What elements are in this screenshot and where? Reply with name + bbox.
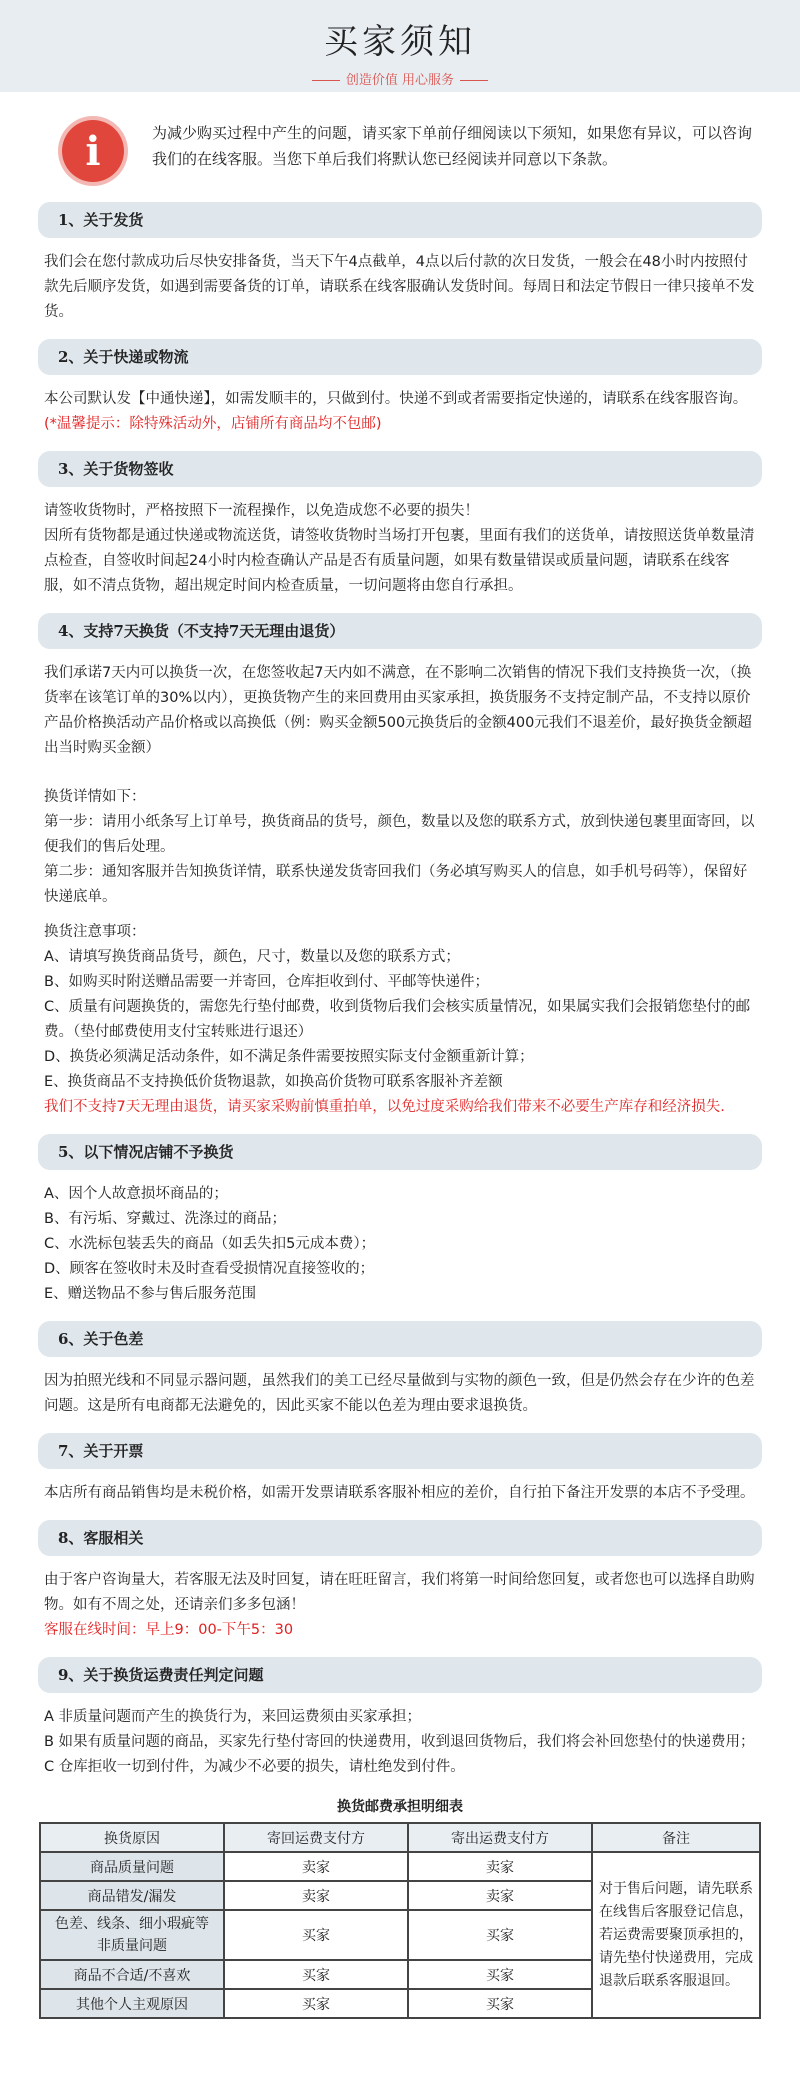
list-item: C、水洗标包装丢失的商品（如丢失扣5元成本费）； (44, 1236, 376, 1252)
note-item: B、如购买时附送赠品需要一并寄回，仓库拒收到付、平邮等快递件； (44, 974, 489, 990)
column-header: 寄回运费支付方 (224, 1823, 408, 1852)
section-logistics (0, 339, 800, 437)
list-item: B 如果有质量问题的商品，买家先行垫付寄回的快递费用，收到退回货物后，我们将会补回您垫付的快递费用； (44, 1734, 755, 1750)
section-freight-responsibility (0, 1657, 800, 1780)
section-title: 6、关于色差 (38, 1321, 762, 1357)
list-item: A 非质量问题而产生的换货行为，来回运费须由买家承担； (44, 1709, 422, 1725)
list-item: B、有污垢、穿戴过、洗涤过的商品； (44, 1211, 286, 1227)
section-text (44, 387, 756, 437)
logistics-text: 本公司默认发【中通快递】，如需发顺丰的，只做到付。快递不到或者需要指定快递的，请联系在线客服咨询。 (44, 391, 748, 407)
column-header: 备注 (592, 1823, 760, 1852)
table-cell: 卖家 (408, 1852, 592, 1881)
note-item: E、换货商品不支持换低价货物退款，如换高价货物可联系客服补齐差额 (44, 1074, 503, 1090)
table-cell: 买家 (408, 1989, 592, 2018)
section-receipt (0, 451, 800, 599)
warning-text: 我们不支持7天无理由退货，请买家采购前慎重拍单，以免过度采购给我们带来不必要生产库存和经济损失. (44, 1099, 725, 1115)
table-cell: 买家 (224, 1910, 408, 1960)
page-header (0, 0, 800, 92)
table-note: 对于售后问题，请先联系在线售后客服登记信息，若运费需要聚顶承担的，请先垫付快递费用，完成退款后联系客服退回。 (592, 1852, 760, 2018)
note-item: C、质量有问题换货的，需您先行垫付邮费，收到货物后我们会核实质量情况，如果属实我们会报销您垫付的邮费。（垫付邮费使用支付宝转账进行退还） (44, 999, 751, 1040)
section-title: 4、支持7天换货（不支持7天无理由退货） (38, 613, 762, 649)
section-title: 5、以下情况店铺不予换货 (38, 1134, 762, 1170)
section-title: 7、关于开票 (38, 1433, 762, 1469)
section-exchange (0, 613, 800, 1120)
fee-table (39, 1822, 761, 2019)
column-header: 换货原因 (40, 1823, 224, 1852)
section-customer-service (0, 1520, 800, 1643)
table-cell: 其他个人主观原因 (40, 1989, 224, 2018)
list-item: E、赠送物品不参与售后服务范围 (44, 1286, 257, 1302)
table-cell: 商品质量问题 (40, 1852, 224, 1881)
divider (312, 80, 340, 81)
divider (460, 80, 488, 81)
note-item: D、换货必须满足活动条件，如不满足条件需要按照实际支付金额重新计算； (44, 1049, 534, 1065)
section-title: 1、关于发货 (38, 202, 762, 238)
section-no-exchange (0, 1134, 800, 1307)
table-cell: 买家 (408, 1960, 592, 1989)
section-text: 我们会在您付款成功后尽快安排备货，当天下午4点截单，4点以后付款的次日发货，一般会在48小时内按照付款先后顺序发货，如遇到需要备货的订单，请联系在线客服确认发货时间。每周日和法定节假日一律只接单不发货。 (44, 254, 755, 320)
section-text: 我们承诺7天内可以换货一次，在您签收起7天内如不满意，在不影响二次销售的情况下我们支持换货一次，（换货率在该笔订单的30%以内），更换货物产生的来回费用由买家承担，换货服务不支持定制产品，不支持以原价产品价格换活动产品价格或以高换低（例：购买金额500元换货后的金额400元我们不退差价，最好换货金额超出当时购买金额） (44, 665, 752, 756)
table-cell: 色差、线条、细小瑕疵等非质量问题 (40, 1910, 224, 1960)
page-title: 买家须知 (324, 22, 476, 62)
notice-text: 为减少购买过程中产生的问题，请买家下单前仔细阅读以下须知，如果您有异议，可以咨询我们的在线客服。当您下单后我们将默认您已经阅读并同意以下条款。 (152, 124, 753, 168)
section-text: 因为拍照光线和不同显示器问题，虽然我们的美工已经尽量做到与实物的颜色一致，但是仍然会存在少许的色差问题。这是所有电商都无法避免的，因此买家不能以色差为理由要求退换货。 (44, 1373, 755, 1414)
section-title: 2、关于快递或物流 (38, 339, 762, 375)
list-item: C 仓库拒收一切到付件，为减少不必要的损失，请杜绝发到付件。 (44, 1759, 465, 1775)
subtitle-text: 创造价值 用心服务 (345, 73, 455, 88)
table-cell: 卖家 (224, 1881, 408, 1910)
section-text: 由于客户咨询量大，若客服无法及时回复，请在旺旺留言，我们将第一时间给您回复，或者您也可以选择自助购物。如有不周之处，还请亲们多多包涵！ (44, 1572, 755, 1613)
table-cell: 商品错发/漏发 (40, 1881, 224, 1910)
section-color-difference (0, 1321, 800, 1419)
table-cell: 买家 (408, 1910, 592, 1960)
table-header-row (40, 1823, 760, 1852)
warning-text: (*温馨提示：除特殊活动外，店铺所有商品均不包邮) (44, 416, 382, 432)
section-title: 8、客服相关 (38, 1520, 762, 1556)
note-item: A、请填写换货商品货号，颜色，尺寸，数量以及您的联系方式； (44, 949, 460, 965)
notes-title: 换货注意事项： (44, 924, 146, 940)
table-row (40, 1852, 760, 1881)
notice-box (0, 92, 800, 202)
section-text: 因所有货物都是通过快递或物流送货，请签收货物时当场打开包裹，里面有我们的送货单，请按照送货单数量清点检查，自签收时间起24小时内检查确认产品是否有质量问题，如果有数量错误或质量问题，请联系在线客服，如不清点货物，超出规定时间内检查质量，一切问题将由您自行承担。 (44, 528, 755, 594)
table-cell: 买家 (224, 1989, 408, 2018)
step-item: 第二步：通知客服并告知换货详情，联系快递发货寄回我们（务必填写购买人的信息，如手机号码等），保留好快递底单。 (44, 864, 748, 905)
column-header: 寄出运费支付方 (408, 1823, 592, 1852)
table-cell: 买家 (224, 1960, 408, 1989)
table-cell: 卖家 (408, 1881, 592, 1910)
section-title: 3、关于货物签收 (38, 451, 762, 487)
list-item: D、顾客在签收时未及时查看受损情况直接签收的； (44, 1261, 375, 1277)
table-cell: 卖家 (224, 1852, 408, 1881)
step-item: 第一步：请用小纸条写上订单号，换货商品的货号，颜色，数量以及您的联系方式，放到快递包裹里面寄回，以便我们的售后处理。 (44, 814, 755, 855)
info-icon: i (62, 120, 124, 182)
section-text: 本店所有商品销售均是未税价格，如需开发票请联系客服补相应的差价，自行拍下备注开发票的本店不予受理。 (44, 1485, 755, 1501)
table-cell: 商品不合适/不喜欢 (40, 1960, 224, 1989)
table-title: 换货邮费承担明细表 (337, 1799, 463, 1815)
section-shipping (0, 202, 800, 325)
section-invoice (0, 1433, 800, 1506)
section-title: 9、关于换货运费责任判定问题 (38, 1657, 762, 1693)
service-hours: 客服在线时间：早上9：00-下午5：30 (44, 1622, 294, 1638)
detail-title: 换货详情如下： (44, 789, 146, 805)
page-subtitle (0, 69, 800, 88)
section-text: 请签收货物时，严格按照下一流程操作，以免造成您不必要的损失！ (44, 503, 479, 519)
list-item: A、因个人故意损坏商品的； (44, 1186, 228, 1202)
